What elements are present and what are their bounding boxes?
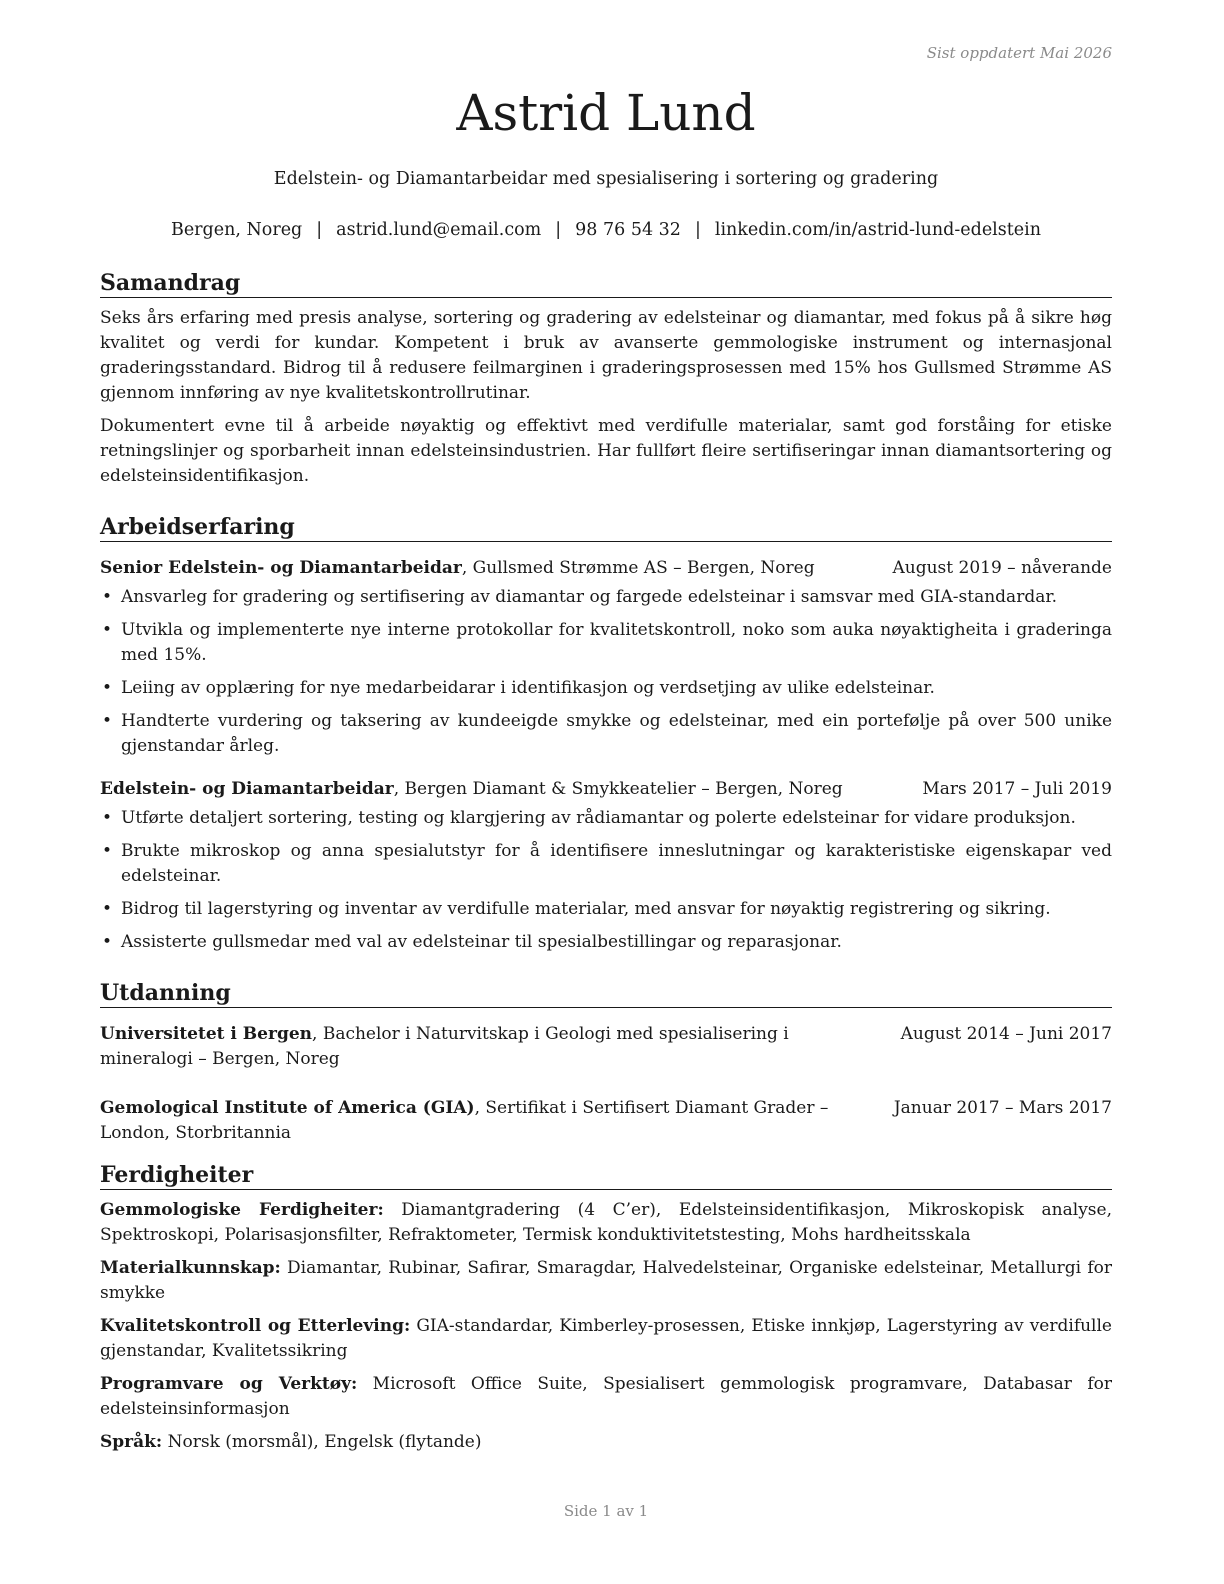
skill-label: Programvare og Verktøy: bbox=[100, 1374, 358, 1395]
job-entry bbox=[100, 777, 1112, 955]
job-header bbox=[100, 556, 1112, 581]
section-title: Ferdigheiter bbox=[100, 1162, 1112, 1190]
education-dates: August 2014 – Juni 2017 bbox=[900, 1024, 1112, 1045]
education-entry bbox=[100, 1096, 1112, 1146]
skill-label: Kvalitetskontroll og Etterleving: bbox=[100, 1316, 411, 1337]
education-entry bbox=[100, 1022, 1112, 1072]
summary-paragraph: Dokumentert evne til å arbeide nøyaktig og effektivt med verdifulle materialar, samt god forståing for etiske retningslinjer og sporbarheit innan edelsteinsindustrien. Har fullført fleire sertifiseringar innan diamantsortering og edelsteinsidentifikasjon. bbox=[100, 416, 1112, 487]
tagline: Edelstein- og Diamantarbeidar med spesialisering i sortering og gradering bbox=[273, 169, 939, 189]
contact-email[interactable]: astrid.lund@email.com bbox=[336, 220, 542, 240]
skill-text: Microsoft Office Suite, Spesialisert gemmologisk programvare, Databasar for edelsteinsinformasjon bbox=[100, 1374, 1112, 1420]
page-number: Side 1 av 1 bbox=[563, 1502, 649, 1520]
summary-paragraph: Seks års erfaring med presis analyse, sortering og gradering av edelsteinar og diamantar, med fokus på å sikre høg kvalitet og verdi for kundar. Kompetent i bruk av avanserte gemmologiske instrument og internasjonal graderingsstandard. Bidrog til å redusere feilmarginen i graderingsprosessen med 15% hos Gullsmed Strømme AS gjennom innføring av nye kvalitetskontrollrutinar. bbox=[100, 308, 1112, 404]
education-section bbox=[100, 980, 1112, 1146]
bullet-icon: • bbox=[102, 899, 113, 920]
bullet-icon: • bbox=[102, 841, 113, 862]
contact-phone: 98 76 54 32 bbox=[575, 220, 681, 240]
contact-separator: | bbox=[694, 220, 701, 240]
list-item: • Utførte detaljert sortering, testing og klargjering av rådiamantar og polerte edelsteinar for vidare produksjon. bbox=[100, 806, 1112, 831]
job-header bbox=[100, 777, 1112, 802]
list-item: • Brukte mikroskop og anna spesialutstyr for å identifisere inneslutningar og karakteristiske eigenskapar ved edelsteinar. bbox=[102, 841, 1112, 887]
section-title: Arbeidserfaring bbox=[100, 514, 1112, 542]
skill-text: Norsk (morsmål), Engelsk (flytande) bbox=[162, 1432, 482, 1453]
skill-line bbox=[100, 1314, 1112, 1364]
skill-line bbox=[100, 1198, 1112, 1248]
skill-text: Diamantgradering (4 C’er), Edelsteinsidentifikasjon, Mikroskopisk analyse, Spektroskopi, Polarisasjonsfilter, Refraktometer, Termisk konduktivitetstesting, Mohs hardheitsskala bbox=[100, 1200, 1112, 1246]
contact-line bbox=[100, 219, 1112, 242]
list-item: • Bidrog til lagerstyring og inventar av verdifulle materialar, med ansvar for nøyaktig registrering og sikring. bbox=[100, 897, 1112, 922]
education-details: , Sertifikat i Sertifisert Diamant Grader – London, Storbritannia bbox=[100, 1098, 829, 1144]
job-bullets bbox=[100, 585, 1112, 759]
list-item: • Leiing av opplæring for nye medarbeidarar i identifikasjon og verdsetjing av ulike edelsteinar. bbox=[100, 676, 1112, 701]
education-details: , Bachelor i Naturvitskap i Geologi med spesialisering i mineralogi – Bergen, Noreg bbox=[100, 1024, 789, 1070]
skill-text: GIA-standardar, Kimberley-prosessen, Etiske innkjøp, Lagerstyring av verdifulle gjenstandar, Kvalitetssikring bbox=[100, 1316, 1112, 1362]
list-item: • Handterte vurdering og taksering av kundeeigde smykke og edelsteinar, med ein portefølje på over 500 unike gjenstandar årleg. bbox=[102, 711, 1112, 757]
list-item: • Ansvarleg for gradering og sertifisering av diamantar og fargede edelsteinar i samsvar med GIA-standardar. bbox=[100, 585, 1112, 610]
skill-line bbox=[100, 1256, 1112, 1306]
education-school: Universitetet i Bergen bbox=[100, 1024, 313, 1045]
bullet-icon: • bbox=[102, 808, 113, 829]
skill-label: Språk: bbox=[100, 1432, 163, 1453]
last-updated: Sist oppdatert Mai 2026 bbox=[926, 44, 1112, 62]
summary-section bbox=[100, 270, 1112, 489]
contact-location: Bergen, Noreg bbox=[170, 220, 303, 240]
list-item: • Utvikla og implementerte nye interne protokollar for kvalitetskontroll, noko som auka nøyaktigheita i graderinga med 15%. bbox=[102, 620, 1112, 666]
bullet-icon: • bbox=[102, 678, 113, 699]
education-school: Gemological Institute of America (GIA) bbox=[100, 1098, 475, 1119]
job-role: Edelstein- og Diamantarbeidar bbox=[100, 779, 394, 800]
section-title: Utdanning bbox=[100, 980, 1112, 1008]
resume-page bbox=[100, 0, 1112, 1584]
job-dates: Mars 2017 – Juli 2019 bbox=[922, 779, 1112, 800]
education-dates: Januar 2017 – Mars 2017 bbox=[893, 1098, 1112, 1119]
contact-separator: | bbox=[555, 220, 562, 240]
bullet-icon: • bbox=[102, 587, 113, 608]
contact-separator: | bbox=[316, 220, 323, 240]
job-dates: August 2019 – nåverande bbox=[892, 558, 1112, 579]
job-company: , Gullsmed Strømme AS – Bergen, Noreg bbox=[461, 558, 815, 579]
bullet-icon: • bbox=[102, 620, 113, 641]
job-role: Senior Edelstein- og Diamantarbeidar bbox=[100, 558, 462, 579]
experience-section bbox=[100, 514, 1112, 963]
job-company: , Bergen Diamant & Smykkeatelier – Bergen, Noreg bbox=[393, 779, 843, 800]
skill-line bbox=[100, 1430, 1112, 1455]
list-item: • Assisterte gullsmedar med val av edelsteinar til spesialbestillingar og reparasjonar. bbox=[100, 930, 1112, 955]
skill-text: Diamantar, Rubinar, Safirar, Smaragdar, Halvedelsteinar, Organiske edelsteinar, Metallurgi for smykke bbox=[100, 1258, 1112, 1304]
job-bullets bbox=[100, 806, 1112, 955]
skill-label: Materialkunnskap: bbox=[100, 1258, 281, 1279]
candidate-name: Astrid Lund bbox=[456, 84, 756, 142]
bullet-icon: • bbox=[102, 711, 113, 732]
skill-label: Gemmologiske Ferdigheiter: bbox=[100, 1200, 384, 1221]
contact-linkedin[interactable]: linkedin.com/in/astrid-lund-edelstein bbox=[714, 220, 1042, 240]
job-entry bbox=[100, 556, 1112, 759]
bullet-icon: • bbox=[102, 932, 113, 953]
skills-section bbox=[100, 1162, 1112, 1455]
section-title: Samandrag bbox=[100, 270, 1112, 298]
skill-line bbox=[100, 1372, 1112, 1422]
